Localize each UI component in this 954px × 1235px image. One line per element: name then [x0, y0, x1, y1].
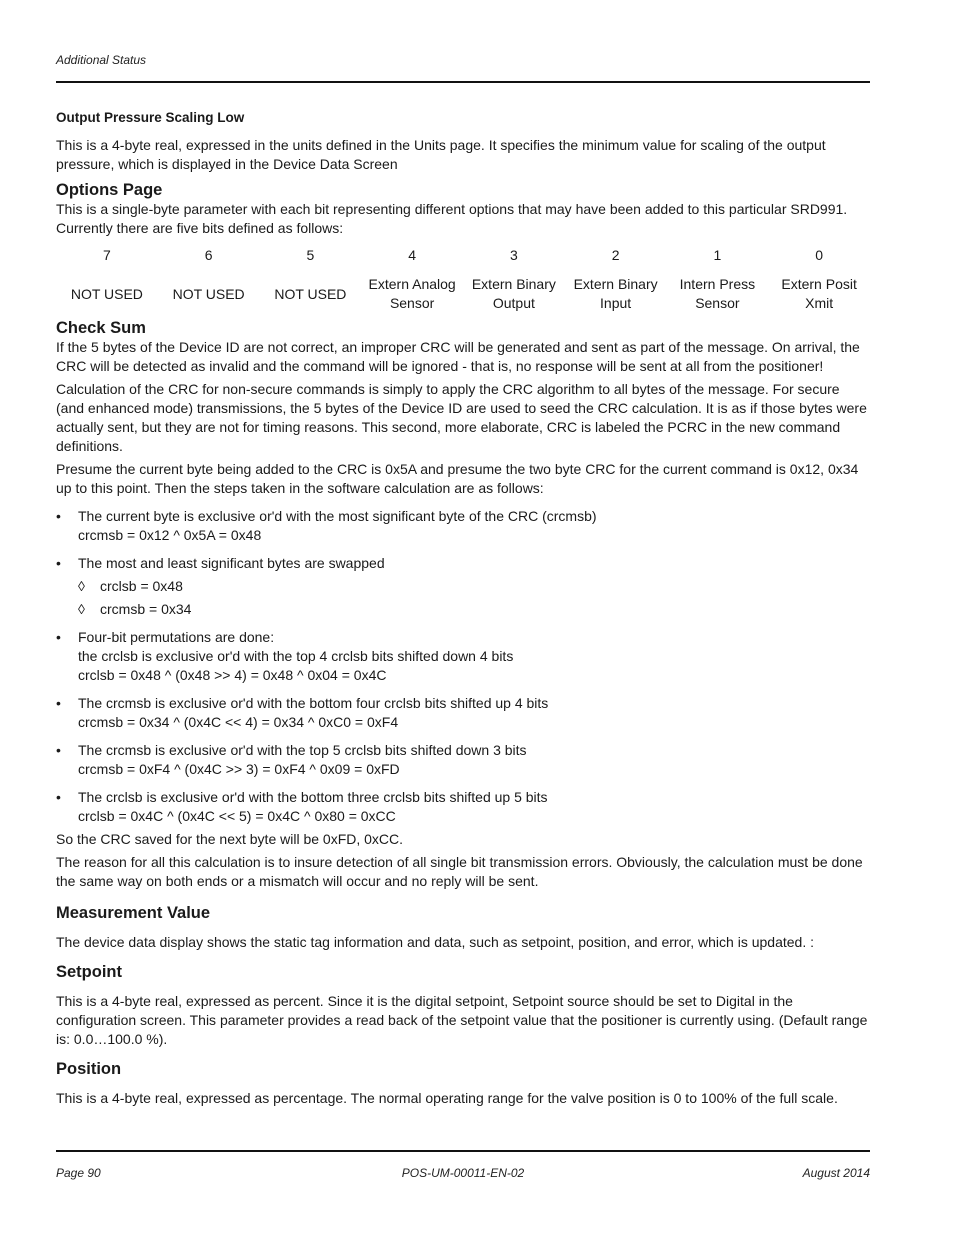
paragraph-options: This is a single-byte parameter with each bit representing different options that may have been added to this particular SRD991. Currently there are five bits defined as follows:	[56, 201, 848, 236]
paragraph-checksum-4: So the CRC saved for the next byte will be 0xFD, 0xCC.	[56, 831, 404, 847]
bit-number: 1	[713, 247, 722, 263]
paragraph-checksum-2: Calculation of the CRC for non-secure commands is simply to apply the CRC algorithm to all bytes of the message. For secure (and enhanced mode) transmissions, the 5 bytes of the Device ID are used to seed the CRC calculation. It is as if those bytes were actually sent, but they are not for timing reasons. This second, more elaborate, CRC is labeled the PCRC in the new command definitions.	[56, 381, 867, 454]
paragraph-setpoint: This is a 4-byte real, expressed as percent. Since it is the digital setpoint, Setpoint source should be set to Digital in the configuration screen. This parameter provides a read back of the setpoint value that the positioner is currently using. (Default range is: 0.0…100.0 %).	[56, 993, 868, 1047]
bullet-icon: •	[56, 629, 61, 645]
bullet-icon: •	[56, 789, 61, 805]
diamond-icon: ◊	[78, 578, 85, 594]
bit-number-row	[56, 244, 870, 274]
bullet-icon: •	[56, 508, 61, 524]
bit-label: Extern Binary Input	[573, 276, 658, 311]
bit-number: 3	[509, 247, 518, 263]
page-content	[56, 108, 870, 1108]
paragraph-checksum-5: The reason for all this calculation is to insure detection of all single bit transmission errors. Obviously, the calculation must be done the same way on both ends or a mismatch will occur and no reply will be sent.	[56, 854, 863, 889]
bit-number: 5	[306, 247, 315, 263]
list-item: • The current byte is exclusive or'd with the most significant byte of the CRC (crcmsb) crcmsb = 0x12 ^ 0x5A = 0x48	[56, 508, 597, 543]
bit-label: Extern Posit Xmit	[781, 276, 857, 311]
heading-measurement-value: Measurement Value	[56, 904, 211, 922]
running-head: Additional Status	[56, 53, 147, 67]
paragraph-position: This is a 4-byte real, expressed as percentage. The normal operating range for the valve position is 0 to 100% of the full scale.	[56, 1090, 838, 1106]
sub-list-item: ◊ crclsb = 0x48	[78, 578, 183, 594]
list-item: • The most and least significant bytes are swapped ◊ crclsb = 0x48 ◊ crcmsb = 0x34	[56, 554, 870, 619]
bit-number: 6	[204, 247, 213, 263]
paragraph-checksum-1: If the 5 bytes of the Device ID are not correct, an improper CRC will be generated and sent as part of the message. On arrival, the CRC will be detected as invalid and the command will be ignored - that is, no response will be sent at all from the positioner!	[56, 339, 860, 374]
publication-date: August 2014	[802, 1166, 870, 1180]
bit-label: NOT USED	[172, 285, 245, 302]
heading-position: Position	[56, 1060, 122, 1078]
bullet-icon: •	[56, 555, 61, 571]
bullet-icon: •	[56, 695, 61, 711]
bit-label: Intern Press Sensor	[679, 276, 756, 311]
page-number: Page 90	[56, 1166, 101, 1180]
bit-label: Extern Binary Output	[471, 276, 556, 311]
list-item: • Four-bit permutations are done: the crclsb is exclusive or'd with the top 4 crclsb bits shifted down 4 bits crclsb = 0x48 ^ (0x48 >> 4) = 0x48 ^ 0x04 = 0x4C	[56, 629, 514, 683]
document-id: POS-UM-00011-EN-02	[401, 1166, 525, 1180]
options-bit-table	[56, 244, 870, 314]
crc-steps-list	[56, 507, 870, 826]
heading-check-sum: Check Sum	[56, 319, 146, 337]
bit-label-row	[56, 274, 870, 314]
bullet-icon: •	[56, 742, 61, 758]
bit-label: Extern Analog Sensor	[368, 276, 456, 311]
list-item: • The crcmsb is exclusive or'd with the bottom four crclsb bits shifted up 4 bits crcmsb = 0x34 ^ (0x4C << 4) = 0x34 ^ 0xC0 = 0xF4	[56, 695, 549, 730]
bit-label: NOT USED	[274, 285, 347, 302]
list-item: • The crclsb is exclusive or'd with the bottom three crclsb bits shifted up 5 bits crclsb = 0x4C ^ (0x4C << 5) = 0x4C ^ 0x80 = 0xCC	[56, 789, 548, 824]
paragraph-ops-low: This is a 4-byte real, expressed in the units defined in the Units page. It specifies the minimum value for scaling of the output pressure, which is displayed in the Device Data Screen	[56, 137, 826, 172]
sub-list-item: ◊ crcmsb = 0x34	[78, 601, 192, 617]
list-item: • The crcmsb is exclusive or'd with the top 5 crclsb bits shifted down 3 bits crcmsb = 0xF4 ^ (0x4C >> 3) = 0xF4 ^ 0x09 = 0xFD	[56, 742, 527, 777]
bit-number: 2	[611, 247, 620, 263]
heading-output-pressure-scaling-low: Output Pressure Scaling Low	[56, 110, 245, 125]
bit-label: NOT USED	[70, 285, 143, 302]
heading-options-page: Options Page	[56, 181, 163, 199]
bit-number: 4	[408, 247, 417, 263]
bit-number: 7	[102, 247, 111, 263]
paragraph-measurement: The device data display shows the static tag information and data, such as setpoint, position, and error, which is updated. :	[56, 934, 814, 950]
footer-rule	[56, 1150, 870, 1152]
header-rule	[56, 81, 870, 83]
diamond-icon: ◊	[78, 601, 85, 617]
paragraph-checksum-3: Presume the current byte being added to the CRC is 0x5A and presume the two byte CRC for the current command is 0x12, 0x34 up to this point. Then the steps taken in the software calculation are as follows:	[56, 461, 859, 496]
bit-number: 0	[815, 247, 824, 263]
heading-setpoint: Setpoint	[56, 963, 122, 981]
